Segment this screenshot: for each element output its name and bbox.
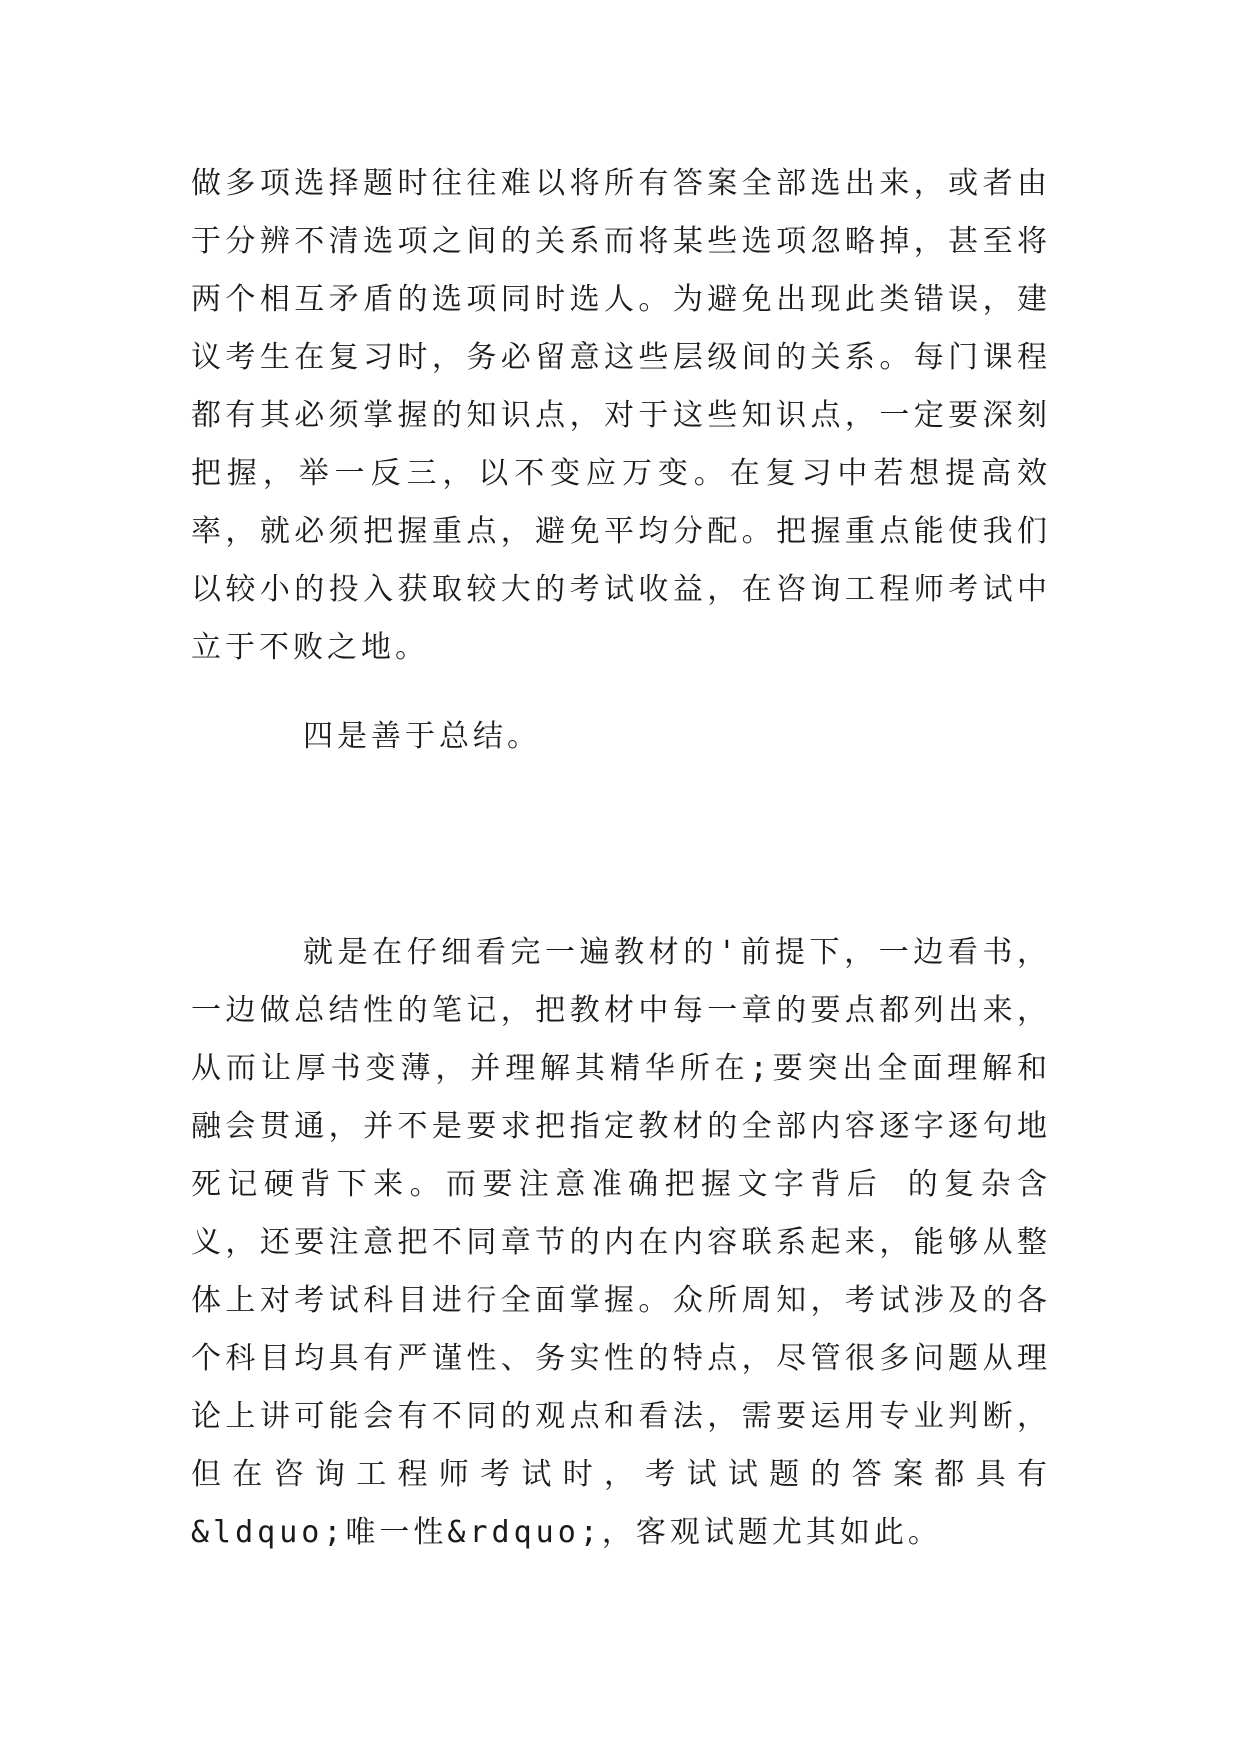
paragraph-multiple-choice-advice: 做多项选择题时往往难以将所有答案全部选出来，或者由于分辨不清选项之间的关系而将某些选项忽略掉，甚至将两个相互矛盾的选项同时选人。为避免出现此类错误，建议考生在复习时，务必留意这些层级间的关系。每门课程都有其必须掌握的知识点，对于这些知识点，一定要深刻把握，举一反三，以不变应万变。在复习中若想提高效率，就必须把握重点，避免平均分配。把握重点能使我们以较小的投入获取较大的考试收益，在咨询工程师考试中立于不败之地。: [191, 166, 1051, 665]
section-heading-summarize: 四是善于总结。: [303, 719, 541, 754]
paragraph-summarize-details: 就是在仔细看完一遍教材的'前提下，一边看书，一边做总结性的笔记，把教材中每一章的要点都列出来，从而让厚书变薄，并理解其精华所在;要突出全面理解和融会贯通，并不是要求把指定教材的全部内容逐字逐句地死记硬背下来。而要注意准确把握文字背后 的复杂含义，还要注意把不同章节的内在内容联系起来，能够从整体上对考试科目进行全面掌握。众所周知，考试涉及的各个科目均具有严谨性、务实性的特点，尽管很多问题从理论上讲可能会有不同的观点和看法，需要运用专业判断，但在咨询工程师考试时，考试试题的答案都具有&ldquo;唯一性&rdquo;，客观试题尤其如此。: [191, 935, 1051, 1550]
